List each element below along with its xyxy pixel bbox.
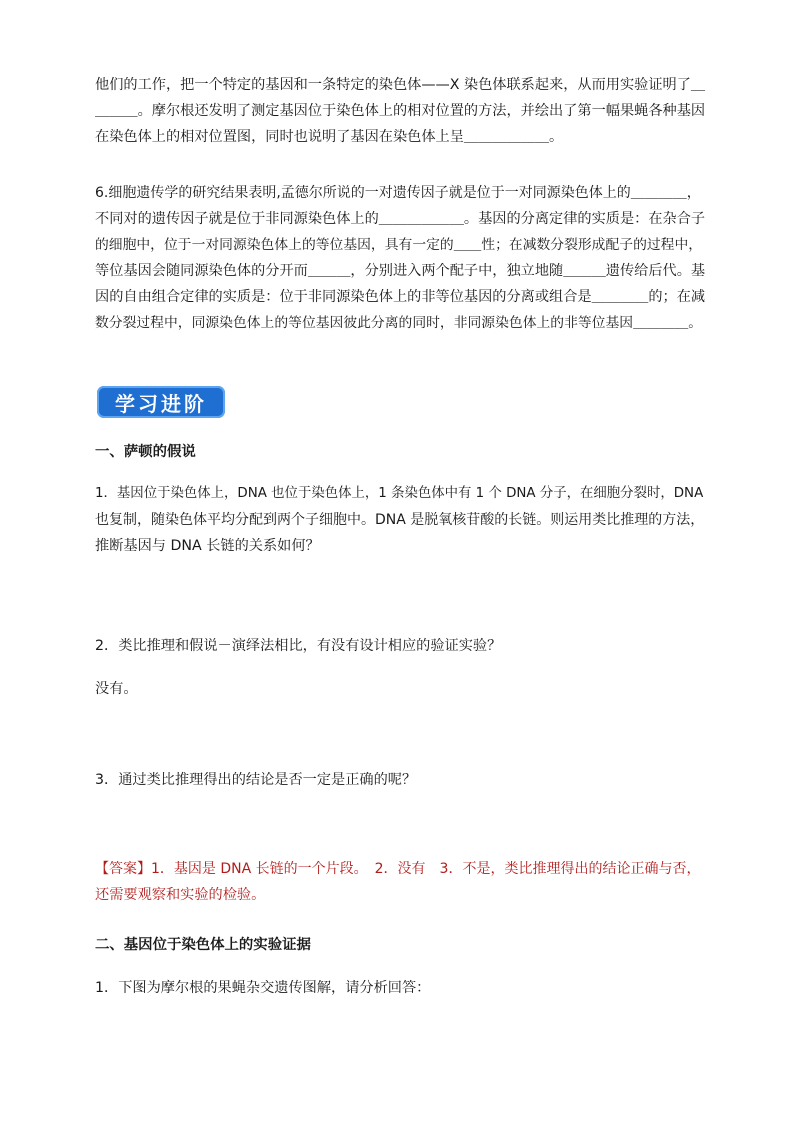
section-1-heading: 一、萨顿的假说 — [95, 444, 196, 460]
section-1-question-2: 2．类比推理和假说－演绎法相比，有没有设计相应的验证实验？ — [95, 638, 502, 654]
item-6-paragraph — [95, 180, 707, 336]
intro-line: ＿＿＿。摩尔根还发明了测定基因位于染色体上的相对位置的方法，并绘出了第一幅果蝇各种基因 — [95, 103, 706, 119]
banner-label: 学习进阶 — [115, 391, 207, 416]
intro-line: 在染色体上的相对位置图，同时也说明了基因在染色体上呈＿＿＿＿＿＿。 — [95, 129, 564, 145]
section-1-question-3: 3．通过类比推理得出的结论是否一定是正确的呢？ — [95, 772, 417, 788]
question-line: 也复制，随染色体平均分配到两个子细胞中。DNA 是脱氧核苷酸的长链。则运用类比推理的方法， — [95, 512, 705, 528]
item-6-line: 因的自由组合定律的实质是：位于非同源染色体上的非等位基因的分离或组合是＿＿＿＿的；在减 — [95, 289, 706, 305]
item-6-line: 等位基因会随同源染色体的分开而＿＿＿，分别进入两个配子中，独立地随＿＿＿遗传给后代。基 — [95, 263, 706, 279]
item-6-line: 不同对的遗传因子就是位于非同源染色体上的＿＿＿＿＿＿。基因的分离定律的实质是：在杂合子 — [95, 211, 706, 227]
answer-line: 【答案】1．基因是 DNA 长链的一个片段。 2．没有 3．不是，类比推理得出的结论正确与否， — [95, 861, 701, 877]
section-2-heading: 二、基因位于染色体上的实验证据 — [95, 937, 311, 953]
section-1-question-2-answer: 没有。 — [95, 681, 138, 697]
section-1-question-1 — [95, 481, 707, 559]
question-line: 1．基因位于染色体上，DNA 也位于染色体上，1 条染色体中有 1 个 DNA 分子，在细胞分裂时，DNA — [95, 486, 704, 501]
answer-block — [95, 856, 707, 908]
intro-line: 他们的工作，把一个特定的基因和一条特定的染色体——X 染色体联系起来，从而用实验证明了＿ — [95, 77, 706, 93]
item-6-line: 6.细胞遗传学的研究结果表明,孟德尔所说的一对遗传因子就是位于一对同源染色体上的＿＿＿＿， — [95, 185, 701, 201]
section-2-question-1: 1．下图为摩尔根的果蝇杂交遗传图解，请分析回答： — [95, 980, 431, 996]
intro-paragraph — [95, 72, 707, 150]
question-line: 推断基因与 DNA 长链的关系如何？ — [95, 538, 320, 554]
item-6-line: 数分裂过程中，同源染色体上的等位基因彼此分离的同时，非同源染色体上的非等位基因＿＿＿＿。 — [95, 315, 703, 331]
section-banner — [97, 386, 225, 418]
answer-line: 还需要观察和实验的检验。 — [95, 887, 266, 903]
item-6-line: 的细胞中，位于一对同源染色体上的等位基因，具有一定的＿＿性；在减数分裂形成配子的过程中， — [95, 237, 703, 253]
